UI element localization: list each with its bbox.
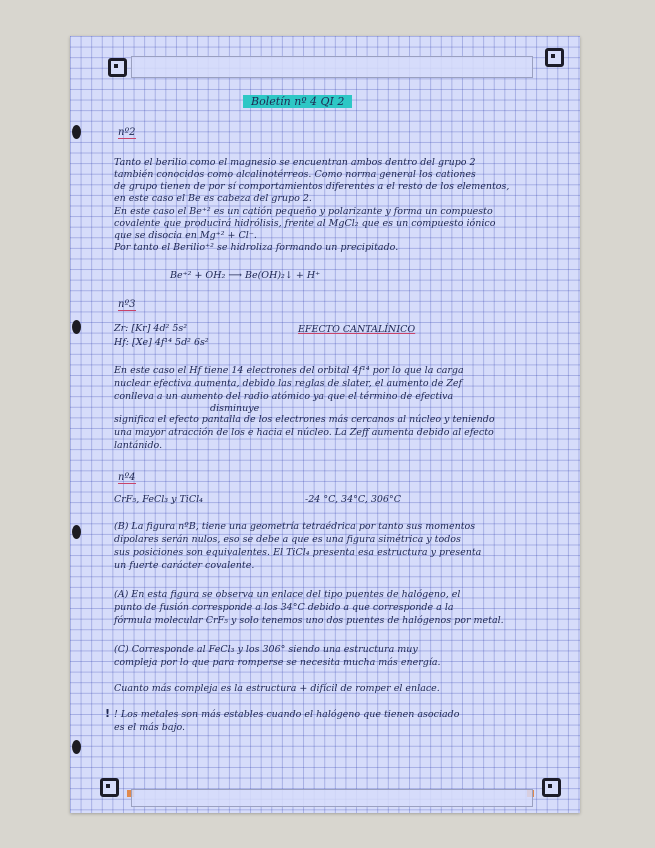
effect-label: EFECTO CANTALÍNICO — [298, 324, 416, 335]
zr-configuration: Zr: [Kr] 4d² 5s² — [114, 323, 188, 334]
page-title: Boletín nº 4 QI 2 — [243, 95, 352, 108]
section-heading-n3: nº3 — [118, 299, 136, 310]
chemical-equation: Be⁺² + OH₂ ⟶ Be(OH)₂↓ + H⁺ — [170, 270, 321, 281]
text-line: Por tanto el Berilio⁺² se hidroliza formando un precipitado. — [114, 242, 399, 253]
footer-field — [131, 789, 533, 807]
corner-marker-icon — [100, 778, 119, 797]
compounds-list: CrF₅, FeCl₃ y TiCl₄ — [114, 494, 203, 505]
text-line: Tanto el berilio como el magnesio se encuentran ambos dentro del grupo 2 — [114, 157, 476, 168]
text-line: (C) Corresponde al FeCl₃ y los 306° siendo una estructura muy — [114, 644, 418, 655]
text-line: punto de fusión corresponde a los 34°C debido a que corresponde a la — [114, 602, 454, 613]
text-line: significa el efecto pantalla de los electrones más cercanos al núcleo y teniendo — [114, 414, 495, 425]
section-heading-n2: nº2 — [118, 127, 136, 138]
text-line: dipolares serán nulos, eso se debe a que es una figura simétrica y todos — [114, 534, 461, 545]
exclamation-icon: ! — [105, 707, 111, 720]
text-line: también conocidos como alcalinotérreos. Como norma general los cationes — [114, 169, 476, 180]
text-line: disminuye — [210, 403, 260, 414]
text-line: En este caso el Be⁺² es un catión pequeño y polarizante y forma un compuesto — [114, 206, 493, 217]
corner-marker-icon — [545, 48, 564, 67]
text-line: en este caso el Be es cabeza del grupo 2. — [114, 193, 312, 204]
binder-hole — [72, 320, 81, 334]
text-line: una mayor atracción de los e hacia el núcleo. La Zeff aumenta debido al efecto — [114, 427, 494, 438]
text-line: compleja por lo que para romperse se necesita mucha más energía. — [114, 657, 441, 668]
text-line: sus posiciones son equivalentes. El TiCl₄ presenta esa estructura y presenta — [114, 547, 482, 558]
section-heading-n4: nº4 — [118, 472, 136, 483]
text-line: un fuerte carácter covalente. — [114, 560, 255, 571]
text-line: fórmula molecular CrF₅ y solo tenemos uno dos puentes de halógenos por metal. — [114, 615, 504, 626]
text-line: covalente que producirá hidrólisis, frente al MgCl₂ que es un compuesto iónico — [114, 218, 496, 229]
text-line: (B) La figura nºB, tiene una geometría tetraédrica por tanto sus momentos — [114, 521, 476, 532]
note-line: es el más bajo. — [114, 722, 186, 733]
text-line: (A) En esta figura se observa un enlace del tipo puentes de halógeno, el — [114, 589, 461, 600]
text-line: conlleva a un aumento del radio atómico ya que el término de efectiva — [114, 391, 454, 402]
binder-hole — [72, 525, 81, 539]
temperatures-list: -24 °C, 34°C, 306°C — [305, 494, 401, 505]
hf-configuration: Hf: [Xe] 4f¹⁴ 5d² 6s² — [114, 337, 209, 348]
binder-hole — [72, 125, 81, 139]
header-field — [131, 56, 533, 78]
text-line: lantánido. — [114, 440, 163, 451]
text-line: nuclear efectiva aumenta, debido las reglas de slater, el aumento de Zef — [114, 378, 463, 389]
text-line: que se disocia en Mg⁺² + Cl⁻. — [114, 230, 257, 241]
note-line: ! Los metales son más estables cuando el halógeno que tienen asociado — [114, 709, 460, 720]
corner-marker-icon — [108, 58, 127, 77]
summary-line: Cuanto más compleja es la estructura + difícil de romper el enlace. — [114, 683, 440, 694]
corner-marker-icon — [542, 778, 561, 797]
text-line: de grupo tienen de por sí comportamientos diferentes a el resto de los elementos, — [114, 181, 510, 192]
text-line: En este caso el Hf tiene 14 electrones del orbital 4f¹⁴ por lo que la carga — [114, 365, 464, 376]
binder-hole — [72, 740, 81, 754]
